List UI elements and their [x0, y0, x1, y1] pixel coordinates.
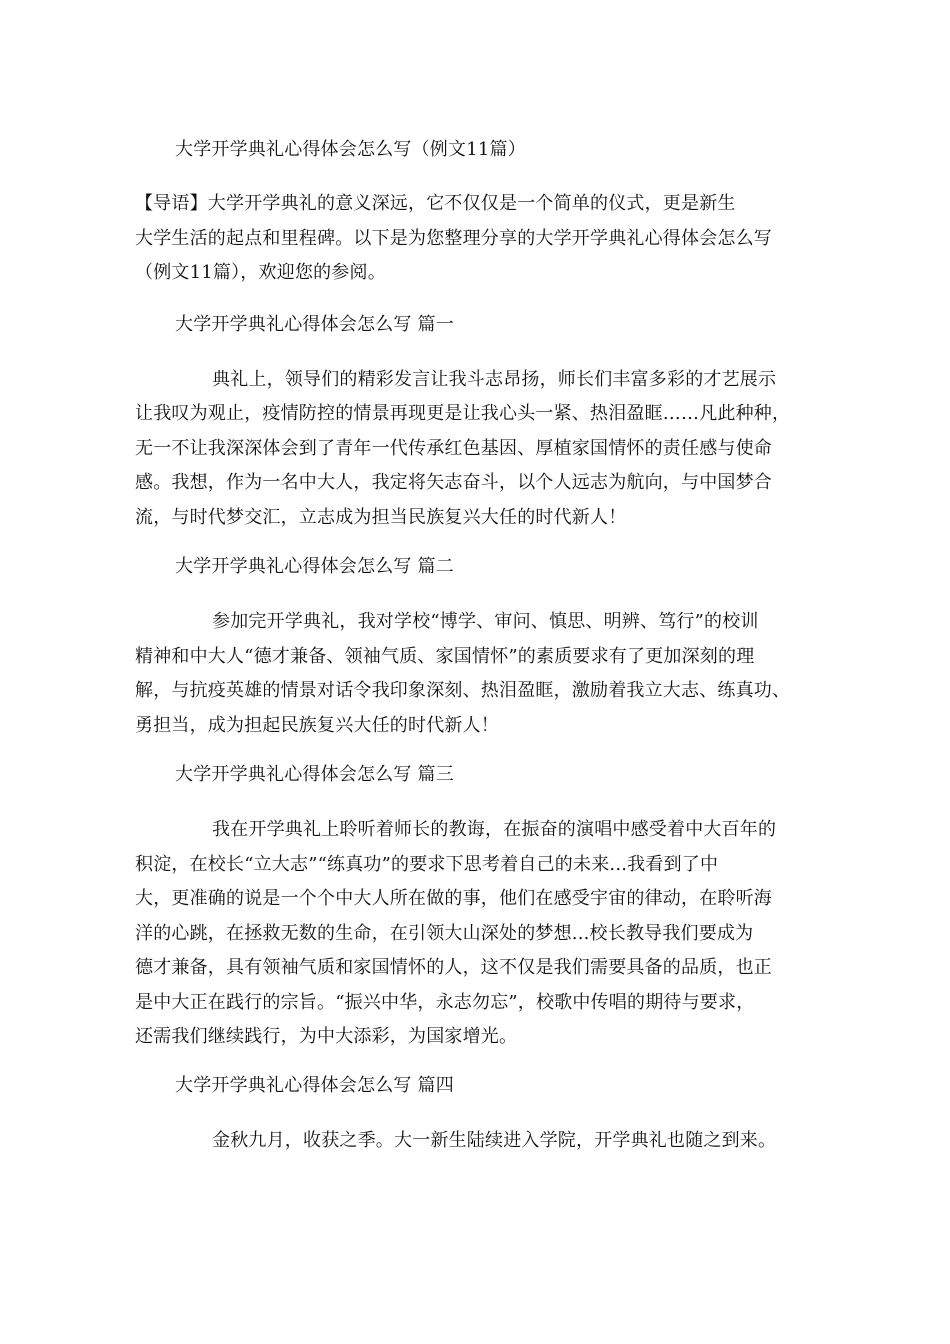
- intro-line-2: 大学生活的起点和里程碑。以下是为您整理分享的大学开学典礼心得体会怎么写: [135, 228, 772, 249]
- section-3-heading: 大学开学典礼心得体会怎么写 篇三: [175, 764, 454, 785]
- section-1-line-5: 流，与时代梦交汇，立志成为担当民族复兴大任的时代新人！: [135, 507, 627, 528]
- section-3-line-1: 我在开学典礼上聆听着师长的教诲，在振奋的演唱中感受着中大百年的: [212, 819, 777, 840]
- section-3-line-5: 德才兼备，具有领袖气质和家国情怀的人，这不仅是我们需要具备的品质，也正: [135, 957, 772, 978]
- section-3-line-7: 还需我们继续践行，为中大添彩，为国家增光。: [135, 1026, 518, 1047]
- section-2-line-2: 精神和中大人“德才兼备、领袖气质、家国情怀”的素质要求有了更加深刻的理: [135, 646, 755, 667]
- section-4-line-1: 金秋九月，收获之季。大一新生陆续进入学院，开学典礼也随之到来。: [212, 1130, 777, 1151]
- section-1-heading: 大学开学典礼心得体会怎么写 篇一: [175, 314, 454, 335]
- section-2-line-1: 参加完开学典礼，我对学校“博学、审问、慎思、明辨、笃行”的校训: [212, 611, 759, 632]
- section-2-line-4: 勇担当，成为担起民族复兴大任的时代新人！: [135, 715, 499, 736]
- section-3-line-4: 洋的心跳，在拯救无数的生命，在引领大山深处的梦想...校长教导我们要成为: [135, 923, 754, 944]
- section-4-heading: 大学开学典礼心得体会怎么写 篇四: [175, 1075, 454, 1096]
- section-1-line-1: 典礼上，领导们的精彩发言让我斗志昂扬，师长们丰富多彩的才艺展示: [212, 369, 777, 390]
- section-3-line-6: 是中大正在践行的宗旨。“振兴中华，永志勿忘”，校歌中传唱的期待与要求，: [135, 992, 755, 1013]
- intro-line-1: 【导语】大学开学典礼的意义深远，它不仅仅是一个简单的仪式，更是新生: [135, 193, 736, 214]
- section-1-line-3: 无一不让我深深体会到了青年一代传承红色基因、厚植家国情怀的责任感与使命: [135, 438, 772, 459]
- section-1-line-2: 让我叹为观止，疫情防控的情景再现更是让我心头一紧、热泪盈眶……凡此种种，: [135, 403, 791, 424]
- section-2-heading: 大学开学典礼心得体会怎么写 篇二: [175, 556, 454, 577]
- section-2-line-3: 解，与抗疫英雄的情景对话令我印象深刻、热泪盈眶，激励着我立大志、练真功、: [135, 680, 791, 701]
- section-1-line-4: 感。我想，作为一名中大人，我定将矢志奋斗，以个人远志为航向，与中国梦合: [135, 472, 772, 493]
- intro-line-3: （例文11篇），欢迎您的参阅。: [135, 262, 386, 283]
- section-3-line-2: 积淀，在校长“立大志”“练真功”的要求下思考着自己的未来...我看到了中: [135, 854, 719, 875]
- section-3-line-3: 大，更准确的说是一个个中大人所在做的事，他们在感受宇宙的律动，在聆听海: [135, 888, 772, 909]
- document-title: 大学开学典礼心得体会怎么写（例文11篇）: [175, 139, 526, 160]
